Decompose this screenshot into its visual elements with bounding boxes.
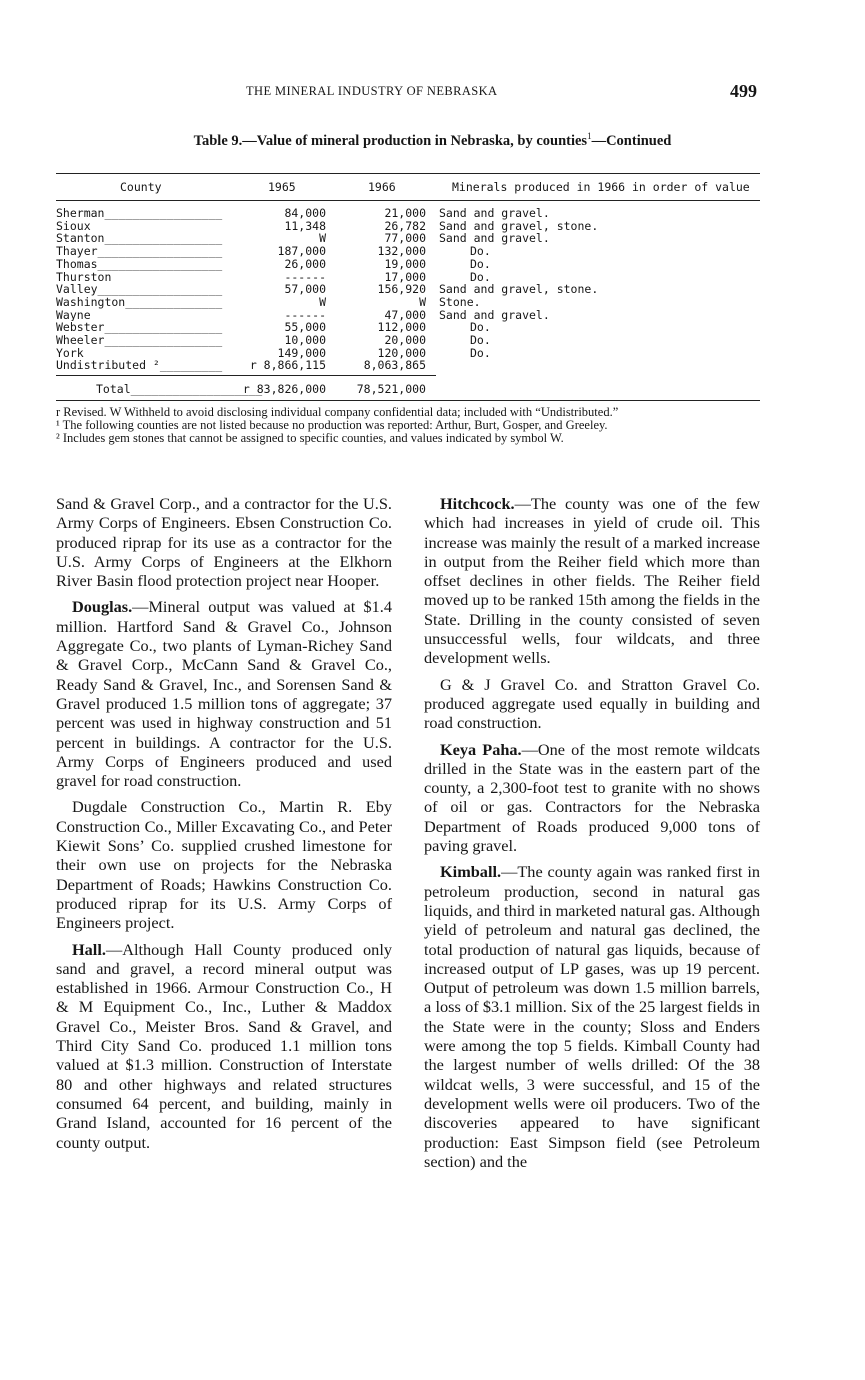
dot-leader: ___________________ [130, 383, 263, 396]
cell-1966: 21,000 [384, 206, 426, 220]
footnote: ² Includes gem stones that cannot be assigned to specific counties, and values indicated by symbol W. [56, 431, 564, 445]
cell-county: Webster_________________ [56, 321, 223, 334]
cell-1965: 187,000 [277, 244, 326, 259]
cell-minerals: Do. [470, 333, 491, 347]
dot-leader: ________________ [111, 270, 223, 284]
dot-leader: __________________ [97, 283, 223, 296]
cell-1965: 10,000 [284, 333, 326, 347]
cell-minerals: Sand and gravel, stone. [439, 282, 599, 297]
county-heading: Kimball. [440, 862, 502, 882]
paragraph-hitchcock [424, 494, 760, 668]
county-heading: Hall. [72, 939, 106, 959]
left-column [56, 494, 392, 1159]
cell-1965: 55,000 [284, 320, 326, 335]
cell-1966: W [419, 294, 426, 309]
total-rule [56, 375, 436, 376]
cell-1966: 120,000 [377, 345, 426, 360]
county-heading: Douglas. [72, 597, 133, 617]
cell-county: Wayne___________________ [56, 308, 223, 322]
dot-leader: __________________ [97, 245, 223, 258]
cell-minerals: Do. [470, 269, 491, 284]
cell-1966: 47,000 [384, 307, 426, 322]
table-row [56, 296, 760, 309]
paragraph-text: —The county again was ranked first in petroleum production, second in natural gas liquids, and third in marketed natural gas. Although yield of petroleum and natural gas declined, the total production of natural gas liquids, because of increased output of LP gases, was up 19 percent. Output of petroleum was down 1.5 million barrels, a loss of $3.1 million. Six of the 25 largest fields in the State were in the county; Sloss and Enders were among the top 5 fields. Kimball County had the largest number of wells drilled: Of the 38 wildcat wells, 3 were successful, and 15 of the development wells were oil producers. Two of the discoveries appeared to have significant production: East Simpson field (see Petroleum section) and the [424, 862, 760, 1171]
cell-1966: 8,063,865 [363, 358, 426, 373]
footnote: r Revised. W Withheld to avoid disclosing individual company confidential data; included with “Undistributed.” [56, 405, 619, 419]
cell-minerals: Sand and gravel. [439, 231, 550, 246]
header-county: County [120, 180, 162, 194]
total-label: Total___________________ [96, 383, 263, 396]
paragraph-text: —The county was one of the few which had increases in yield of crude oil. This increase was mainly the result of a marked increase in output from the Reiher field which more than offset declines in other fields. The Reiher field moved up to be ranked 15th among the fields in the State. Drilling in the county consisted of seven unsuccessful wells, four wildcats, and three development wells. [424, 494, 760, 668]
paragraph: Dugdale Construction Co., Martin R. Eby Construction Co., Miller Excavating Co., and Peter Kiewit Sons’ Co. supplied crushed limestone for their own use on projects for the Nebraska Department of Roads; Hawkins Construction Co. produced riprap for its U.S. Army Corps of Engineers project. [56, 797, 392, 933]
cell-1965: 84,000 [284, 206, 326, 220]
paragraph-text: —Although Hall County produced only sand and gravel, a record mineral output was established in 1966. Armour Construction Co., H & M Equipment Co., Inc., Luther & Maddox Gravel Co., Meister Bros. Sand & Gravel, and Third City Sand Co. produced 1.1 million tons valued at $1.3 million. Construction of Interstate 80 and other highways and related structures consumed 64 percent, and building, mainly in Grand Island, accounted for 16 percent of the county output. [56, 939, 392, 1152]
cell-minerals: Stone. [439, 294, 481, 309]
cell-minerals: Do. [470, 256, 491, 271]
table-row [56, 283, 760, 296]
dot-leader: ___________________ [90, 219, 223, 233]
dot-leader: ___________________ [90, 308, 223, 322]
paragraph: G & J Gravel Co. and Stratton Gravel Co. produced aggregate used equally in building and road construction. [424, 674, 760, 733]
running-title: THE MINERAL INDUSTRY OF NEBRASKA [246, 84, 498, 98]
cell-1965: r 8,866,115 [249, 358, 326, 373]
total-1966: 78,521,000 [356, 382, 426, 396]
cell-1966: 112,000 [377, 320, 426, 335]
dot-leader: ______________ [125, 295, 223, 309]
table-title-footnote-mark: 1 [587, 131, 592, 141]
table-title [0, 131, 865, 150]
paragraph-kimball [424, 862, 760, 1171]
dot-leader: _________________ [104, 207, 223, 220]
county-heading: Hitchcock. [440, 494, 515, 513]
cell-minerals: Do. [470, 244, 491, 259]
cell-1965: ------ [284, 269, 326, 284]
cell-1966: 26,782 [384, 218, 426, 233]
table-row [56, 207, 760, 220]
table-top-rule [56, 173, 760, 174]
table-title-text: Table 9.—Value of mineral production in Nebraska, by counties [193, 132, 588, 149]
page-number: 499 [730, 81, 757, 101]
header-minerals: Minerals produced in 1966 in order of value [452, 180, 750, 194]
table-title-suffix: —Continued [591, 132, 672, 149]
cell-county: Undistributed ²_________ [56, 359, 223, 373]
cell-1966: 156,920 [377, 282, 426, 297]
cell-minerals: Sand and gravel, stone. [439, 218, 599, 233]
cell-county: Valley__________________ [56, 283, 223, 296]
total-row [56, 383, 760, 396]
table-row [56, 334, 760, 347]
page-header [0, 81, 865, 104]
dot-leader: _________________ [104, 321, 223, 334]
dot-leader: __________________ [97, 257, 223, 271]
cell-county: Washington______________ [56, 295, 223, 309]
dot-leader: _________ [159, 359, 223, 373]
header-1965: 1965 [268, 180, 296, 194]
total-1965: r 83,826,000 [242, 382, 326, 396]
table-row [56, 359, 760, 372]
cell-1965: ------ [284, 307, 326, 322]
paragraph-hall [56, 940, 392, 1152]
cell-1965: 11,348 [284, 218, 326, 233]
table-row [56, 258, 760, 271]
cell-minerals: Do. [470, 320, 491, 335]
footnote: ¹ The following counties are not listed because no production was reported: Arthur, Burt, Gosper, and Greeley. [56, 418, 608, 432]
cell-minerals: Sand and gravel. [439, 307, 550, 322]
paragraph-text: —One of the most remote wildcats drilled in the State was in the eastern part of the county, a 2,300-foot test to granite with no shows of oil or gas. Contractors for the Nebraska Department of Roads produced 9,000 tons of paving gravel. [424, 739, 760, 856]
dot-leader: _________________ [104, 334, 223, 347]
cell-minerals: Do. [470, 345, 491, 360]
cell-county: Thayer__________________ [56, 245, 223, 258]
paragraph-douglas [56, 597, 392, 790]
cell-1965: W [319, 294, 326, 309]
dot-leader: _________________ [104, 232, 223, 246]
cell-county: Thomas__________________ [56, 257, 223, 271]
header-1966: 1966 [368, 180, 396, 194]
table-header-rule [56, 200, 760, 201]
cell-county: Stanton_________________ [56, 232, 223, 246]
cell-1965: W [319, 231, 326, 246]
paragraph-keya-paha [424, 740, 760, 856]
cell-1966: 77,000 [384, 231, 426, 246]
cell-county: Wheeler_________________ [56, 334, 223, 347]
cell-1966: 20,000 [384, 333, 426, 347]
cell-1966: 132,000 [377, 244, 426, 259]
right-column [424, 494, 760, 1178]
cell-county: Sioux___________________ [56, 219, 223, 233]
paragraph: Sand & Gravel Corp., and a contractor for the U.S. Army Corps of Engineers. Ebsen Construction Co. produced riprap for its use as a contractor for the U.S. Army Corps of Engineers at the Elkhorn River Basin flood protection project near Hooper. [56, 494, 392, 591]
cell-county: Thurston________________ [56, 270, 223, 284]
table-row [56, 245, 760, 258]
dot-leader: ____________________ [83, 346, 223, 360]
county-heading: Keya Paha. [440, 739, 522, 759]
cell-1965: 26,000 [284, 256, 326, 271]
cell-1965: 149,000 [277, 345, 326, 360]
cell-minerals: Sand and gravel. [439, 206, 550, 220]
paragraph-text: —Mineral output was valued at $1.4 million. Hartford Sand & Gravel Co., Johnson Aggregate Co., two plants of Lyman-Richey Sand & Gravel Corp., McCann Sand & Gravel Co., Ready Sand & Gravel, Inc., and Sorensen Sand & Gravel produced 1.5 million tons of aggregate; 37 percent was used in highway construction and 51 percent in buildings. A contractor for the U.S. Army Corps of Engineers produced and used gravel for road construction. [56, 597, 392, 791]
cell-county: Sherman_________________ [56, 207, 223, 220]
table-bottom-rule [56, 400, 760, 401]
cell-1966: 17,000 [384, 269, 426, 284]
cell-1966: 19,000 [384, 256, 426, 271]
cell-1965: 57,000 [284, 282, 326, 297]
table-footnotes [56, 406, 764, 445]
cell-county: York____________________ [56, 346, 223, 360]
